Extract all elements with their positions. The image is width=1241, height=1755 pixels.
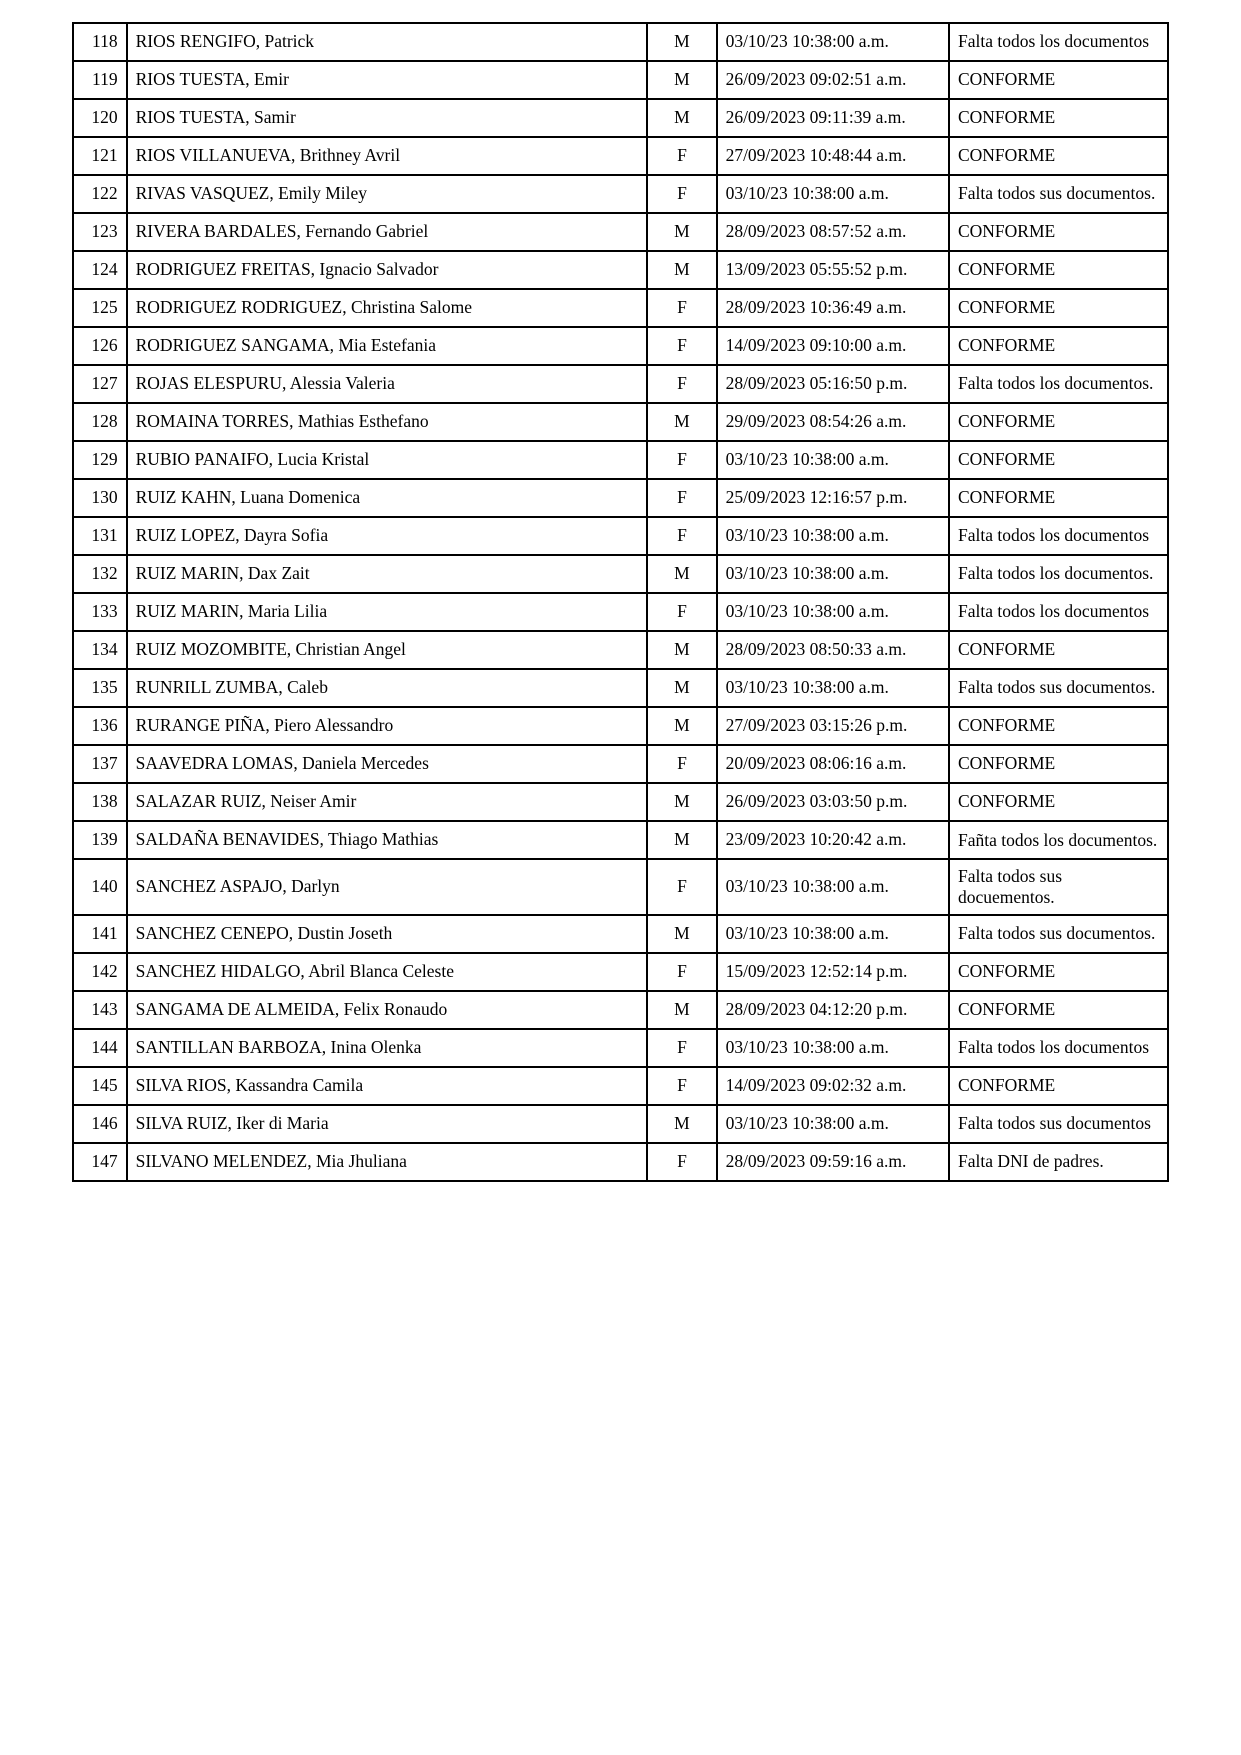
status-note: Fañta todos los documentos. bbox=[949, 821, 1168, 859]
record-datetime: 15/09/2023 12:52:14 p.m. bbox=[717, 953, 949, 991]
student-roster-table bbox=[72, 22, 1169, 1182]
status-note: Falta todos los documentos bbox=[949, 23, 1168, 61]
student-sex: F bbox=[647, 745, 716, 783]
student-sex: M bbox=[647, 669, 716, 707]
record-datetime: 23/09/2023 10:20:42 a.m. bbox=[717, 821, 949, 859]
student-sex: F bbox=[647, 517, 716, 555]
row-number: 123 bbox=[73, 213, 127, 251]
student-sex: F bbox=[647, 365, 716, 403]
student-name: RODRIGUEZ FREITAS, Ignacio Salvador bbox=[127, 251, 648, 289]
student-sex: F bbox=[647, 953, 716, 991]
student-name: RUIZ LOPEZ, Dayra Sofia bbox=[127, 517, 648, 555]
status-note: CONFORME bbox=[949, 289, 1168, 327]
row-number: 147 bbox=[73, 1143, 127, 1181]
student-sex: M bbox=[647, 783, 716, 821]
student-sex: M bbox=[647, 707, 716, 745]
table-row bbox=[73, 1067, 1168, 1105]
student-sex: F bbox=[647, 479, 716, 517]
student-name: RUIZ MOZOMBITE, Christian Angel bbox=[127, 631, 648, 669]
record-datetime: 28/09/2023 04:12:20 p.m. bbox=[717, 991, 949, 1029]
student-sex: M bbox=[647, 213, 716, 251]
table-row bbox=[73, 1143, 1168, 1181]
row-number: 131 bbox=[73, 517, 127, 555]
row-number: 139 bbox=[73, 821, 127, 859]
record-datetime: 28/09/2023 08:50:33 a.m. bbox=[717, 631, 949, 669]
row-number: 133 bbox=[73, 593, 127, 631]
record-datetime: 03/10/23 10:38:00 a.m. bbox=[717, 23, 949, 61]
row-number: 141 bbox=[73, 915, 127, 953]
student-sex: M bbox=[647, 403, 716, 441]
status-note: CONFORME bbox=[949, 631, 1168, 669]
student-sex: M bbox=[647, 555, 716, 593]
record-datetime: 25/09/2023 12:16:57 p.m. bbox=[717, 479, 949, 517]
row-number: 128 bbox=[73, 403, 127, 441]
status-note: CONFORME bbox=[949, 707, 1168, 745]
status-note: CONFORME bbox=[949, 783, 1168, 821]
status-note: CONFORME bbox=[949, 61, 1168, 99]
student-name: RIOS RENGIFO, Patrick bbox=[127, 23, 648, 61]
table-row bbox=[73, 1105, 1168, 1143]
record-datetime: 03/10/23 10:38:00 a.m. bbox=[717, 441, 949, 479]
student-sex: M bbox=[647, 23, 716, 61]
student-sex: M bbox=[647, 915, 716, 953]
table-row bbox=[73, 327, 1168, 365]
status-note: Falta todos sus documentos. bbox=[949, 175, 1168, 213]
row-number: 120 bbox=[73, 99, 127, 137]
status-note: Falta todos los documentos bbox=[949, 1029, 1168, 1067]
record-datetime: 29/09/2023 08:54:26 a.m. bbox=[717, 403, 949, 441]
status-note: Falta todos los documentos. bbox=[949, 555, 1168, 593]
student-name: RIVAS VASQUEZ, Emily Miley bbox=[127, 175, 648, 213]
table-row bbox=[73, 403, 1168, 441]
student-name: SANCHEZ CENEPO, Dustin Joseth bbox=[127, 915, 648, 953]
student-sex: M bbox=[647, 631, 716, 669]
student-name: SILVA RUIZ, Iker di Maria bbox=[127, 1105, 648, 1143]
table-row bbox=[73, 953, 1168, 991]
status-note: Falta todos sus documentos bbox=[949, 1105, 1168, 1143]
table-row bbox=[73, 631, 1168, 669]
student-name: SALAZAR RUIZ, Neiser Amir bbox=[127, 783, 648, 821]
record-datetime: 03/10/23 10:38:00 a.m. bbox=[717, 669, 949, 707]
row-number: 122 bbox=[73, 175, 127, 213]
status-note: CONFORME bbox=[949, 213, 1168, 251]
row-number: 129 bbox=[73, 441, 127, 479]
student-sex: F bbox=[647, 1029, 716, 1067]
row-number: 124 bbox=[73, 251, 127, 289]
record-datetime: 03/10/23 10:38:00 a.m. bbox=[717, 593, 949, 631]
student-sex: F bbox=[647, 441, 716, 479]
student-name: ROJAS ELESPURU, Alessia Valeria bbox=[127, 365, 648, 403]
student-name: RUIZ MARIN, Dax Zait bbox=[127, 555, 648, 593]
student-name: SILVANO MELENDEZ, Mia Jhuliana bbox=[127, 1143, 648, 1181]
student-sex: M bbox=[647, 61, 716, 99]
record-datetime: 27/09/2023 10:48:44 a.m. bbox=[717, 137, 949, 175]
table-row bbox=[73, 251, 1168, 289]
row-number: 134 bbox=[73, 631, 127, 669]
row-number: 135 bbox=[73, 669, 127, 707]
table-row bbox=[73, 479, 1168, 517]
student-sex: M bbox=[647, 821, 716, 859]
row-number: 142 bbox=[73, 953, 127, 991]
record-datetime: 20/09/2023 08:06:16 a.m. bbox=[717, 745, 949, 783]
table-row bbox=[73, 517, 1168, 555]
table-row bbox=[73, 289, 1168, 327]
row-number: 132 bbox=[73, 555, 127, 593]
record-datetime: 03/10/23 10:38:00 a.m. bbox=[717, 859, 949, 915]
record-datetime: 26/09/2023 09:02:51 a.m. bbox=[717, 61, 949, 99]
status-note: CONFORME bbox=[949, 137, 1168, 175]
row-number: 118 bbox=[73, 23, 127, 61]
table-row bbox=[73, 745, 1168, 783]
table-row bbox=[73, 441, 1168, 479]
table-row bbox=[73, 991, 1168, 1029]
status-note: Falta DNI de padres. bbox=[949, 1143, 1168, 1181]
table-row bbox=[73, 707, 1168, 745]
status-note: CONFORME bbox=[949, 327, 1168, 365]
table-row bbox=[73, 365, 1168, 403]
table-row bbox=[73, 213, 1168, 251]
status-note: Falta todos los documentos bbox=[949, 517, 1168, 555]
record-datetime: 14/09/2023 09:10:00 a.m. bbox=[717, 327, 949, 365]
table-row bbox=[73, 859, 1168, 915]
student-name: RUBIO PANAIFO, Lucia Kristal bbox=[127, 441, 648, 479]
record-datetime: 28/09/2023 05:16:50 p.m. bbox=[717, 365, 949, 403]
row-number: 136 bbox=[73, 707, 127, 745]
student-sex: M bbox=[647, 991, 716, 1029]
status-note: Falta todos sus documentos. bbox=[949, 669, 1168, 707]
student-name: RODRIGUEZ RODRIGUEZ, Christina Salome bbox=[127, 289, 648, 327]
row-number: 140 bbox=[73, 859, 127, 915]
table-row bbox=[73, 1029, 1168, 1067]
status-note: Falta todos sus documentos. bbox=[949, 915, 1168, 953]
table-row bbox=[73, 61, 1168, 99]
student-name: SANTILLAN BARBOZA, Inina Olenka bbox=[127, 1029, 648, 1067]
table-row bbox=[73, 137, 1168, 175]
record-datetime: 28/09/2023 10:36:49 a.m. bbox=[717, 289, 949, 327]
student-name: RUIZ KAHN, Luana Domenica bbox=[127, 479, 648, 517]
record-datetime: 27/09/2023 03:15:26 p.m. bbox=[717, 707, 949, 745]
student-name: SILVA RIOS, Kassandra Camila bbox=[127, 1067, 648, 1105]
student-sex: F bbox=[647, 327, 716, 365]
student-name: RODRIGUEZ SANGAMA, Mia Estefania bbox=[127, 327, 648, 365]
status-note: Falta todos los documentos. bbox=[949, 365, 1168, 403]
student-name: RIOS TUESTA, Samir bbox=[127, 99, 648, 137]
record-datetime: 26/09/2023 03:03:50 p.m. bbox=[717, 783, 949, 821]
record-datetime: 14/09/2023 09:02:32 a.m. bbox=[717, 1067, 949, 1105]
status-note: CONFORME bbox=[949, 1067, 1168, 1105]
record-datetime: 03/10/23 10:38:00 a.m. bbox=[717, 175, 949, 213]
student-name: SANGAMA DE ALMEIDA, Felix Ronaudo bbox=[127, 991, 648, 1029]
record-datetime: 03/10/23 10:38:00 a.m. bbox=[717, 1029, 949, 1067]
status-note: Falta todos los documentos bbox=[949, 593, 1168, 631]
row-number: 137 bbox=[73, 745, 127, 783]
table-row bbox=[73, 23, 1168, 61]
record-datetime: 03/10/23 10:38:00 a.m. bbox=[717, 1105, 949, 1143]
student-name: SAAVEDRA LOMAS, Daniela Mercedes bbox=[127, 745, 648, 783]
row-number: 138 bbox=[73, 783, 127, 821]
row-number: 143 bbox=[73, 991, 127, 1029]
student-sex: F bbox=[647, 1067, 716, 1105]
student-sex: F bbox=[647, 137, 716, 175]
status-note: CONFORME bbox=[949, 251, 1168, 289]
table-row bbox=[73, 99, 1168, 137]
student-name: SANCHEZ HIDALGO, Abril Blanca Celeste bbox=[127, 953, 648, 991]
table-row bbox=[73, 593, 1168, 631]
table-body bbox=[73, 23, 1168, 1181]
row-number: 119 bbox=[73, 61, 127, 99]
student-name: RUNRILL ZUMBA, Caleb bbox=[127, 669, 648, 707]
row-number: 146 bbox=[73, 1105, 127, 1143]
student-name: ROMAINA TORRES, Mathias Esthefano bbox=[127, 403, 648, 441]
student-sex: F bbox=[647, 175, 716, 213]
student-sex: F bbox=[647, 1143, 716, 1181]
student-name: SANCHEZ ASPAJO, Darlyn bbox=[127, 859, 648, 915]
status-note: CONFORME bbox=[949, 745, 1168, 783]
status-note: CONFORME bbox=[949, 441, 1168, 479]
row-number: 144 bbox=[73, 1029, 127, 1067]
row-number: 121 bbox=[73, 137, 127, 175]
student-name: RIOS VILLANUEVA, Brithney Avril bbox=[127, 137, 648, 175]
row-number: 127 bbox=[73, 365, 127, 403]
status-note: CONFORME bbox=[949, 479, 1168, 517]
student-name: RIOS TUESTA, Emir bbox=[127, 61, 648, 99]
table-row bbox=[73, 783, 1168, 821]
status-note: CONFORME bbox=[949, 403, 1168, 441]
table-row bbox=[73, 555, 1168, 593]
student-sex: M bbox=[647, 99, 716, 137]
row-number: 125 bbox=[73, 289, 127, 327]
record-datetime: 28/09/2023 08:57:52 a.m. bbox=[717, 213, 949, 251]
student-sex: M bbox=[647, 251, 716, 289]
status-note: Falta todos sus docuementos. bbox=[949, 859, 1168, 915]
row-number: 145 bbox=[73, 1067, 127, 1105]
student-name: RURANGE PIÑA, Piero Alessandro bbox=[127, 707, 648, 745]
table-row bbox=[73, 175, 1168, 213]
student-name: RUIZ MARIN, Maria Lilia bbox=[127, 593, 648, 631]
student-sex: F bbox=[647, 289, 716, 327]
student-sex: F bbox=[647, 593, 716, 631]
record-datetime: 03/10/23 10:38:00 a.m. bbox=[717, 517, 949, 555]
status-note: CONFORME bbox=[949, 953, 1168, 991]
student-sex: F bbox=[647, 859, 716, 915]
row-number: 130 bbox=[73, 479, 127, 517]
record-datetime: 28/09/2023 09:59:16 a.m. bbox=[717, 1143, 949, 1181]
record-datetime: 03/10/23 10:38:00 a.m. bbox=[717, 555, 949, 593]
status-note: CONFORME bbox=[949, 99, 1168, 137]
student-name: RIVERA BARDALES, Fernando Gabriel bbox=[127, 213, 648, 251]
record-datetime: 13/09/2023 05:55:52 p.m. bbox=[717, 251, 949, 289]
status-note: CONFORME bbox=[949, 991, 1168, 1029]
record-datetime: 03/10/23 10:38:00 a.m. bbox=[717, 915, 949, 953]
table-row bbox=[73, 821, 1168, 859]
table-row bbox=[73, 915, 1168, 953]
student-sex: M bbox=[647, 1105, 716, 1143]
row-number: 126 bbox=[73, 327, 127, 365]
record-datetime: 26/09/2023 09:11:39 a.m. bbox=[717, 99, 949, 137]
table-row bbox=[73, 669, 1168, 707]
student-name: SALDAÑA BENAVIDES, Thiago Mathias bbox=[127, 821, 648, 859]
